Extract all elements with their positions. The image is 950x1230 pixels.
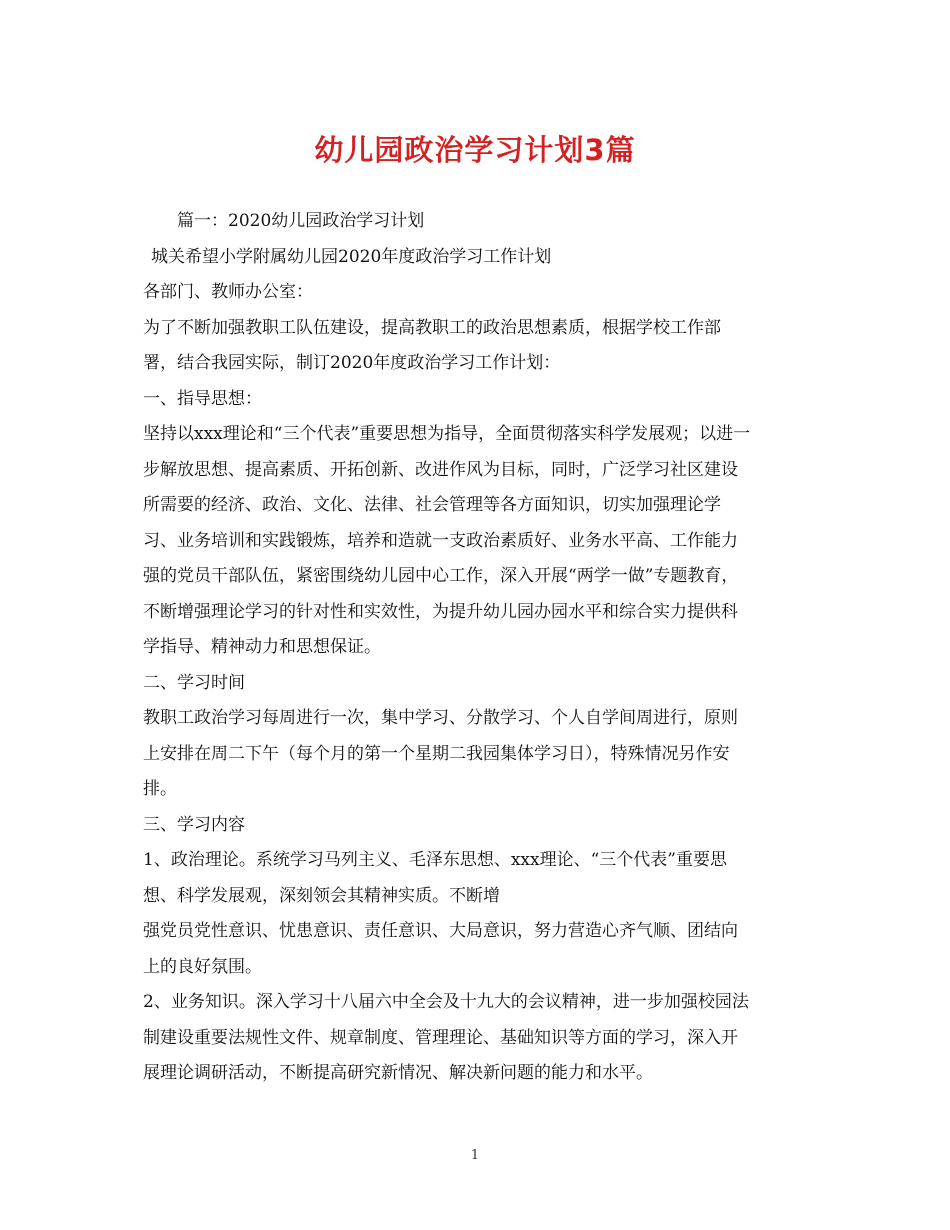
section-heading: 一、指导思想： — [143, 388, 262, 409]
paragraph-line: 1、政治理论。系统学习马列主义、毛泽东思想、xxx理论、“三个代表”重要思 — [143, 850, 727, 870]
paragraph-line: 学指导、精神动力和思想保证。 — [143, 637, 381, 657]
paragraph-line: 展理论调研活动，不断提高研究新情况、解决新问题的能力和水平。 — [143, 1063, 653, 1083]
paragraph-line: 上的良好氛围。 — [143, 956, 262, 977]
paragraph-line: 署，结合我园实际，制订2020年度政治学习工作计划： — [143, 353, 561, 373]
document-body — [143, 204, 833, 1092]
paragraph-line: 步解放思想、提高素质、开拓创新、改进作风为目标，同时，广泛学习社区建设 — [143, 459, 738, 480]
paragraph-line: 坚持以xxx理论和“三个代表”重要思想为指导，全面贯彻落实科学发展观；以进一 — [143, 424, 751, 444]
plan-subtitle: 城关希望小学附属幼儿园2020年度政治学习工作计划 — [151, 246, 552, 267]
section-heading: 三、学习内容 — [143, 814, 245, 835]
paragraph-line: 制建设重要法规性文件、规章制度、管理理论、基础知识等方面的学习，深入开 — [143, 1027, 738, 1048]
salutation: 各部门、教师办公室： — [143, 282, 313, 302]
paragraph-line: 排。 — [143, 779, 177, 799]
paragraph-line: 2、业务知识。深入学习十八届六中全会及十九大的会议精神，进一步加强校园法 — [143, 992, 749, 1012]
section-heading: 二、学习时间 — [143, 672, 245, 693]
paragraph-line: 习、业务培训和实践锻炼，培养和造就一支政治素质好、业务水平高、工作能力 — [143, 530, 738, 551]
paragraph-line: 强的党员干部队伍，紧密围绕幼儿园中心工作，深入开展“两学一做”专题教育， — [143, 566, 739, 586]
paragraph-line: 为了不断加强教职工队伍建设，提高教职工的政治思想素质，根据学校工作部 — [143, 317, 721, 338]
paragraph-line: 想、科学发展观，深刻领会其精神实质。不断增 — [143, 885, 500, 906]
paragraph-line: 强党员党性意识、忧患意识、责任意识、大局意识，努力营造心齐气顺、团结向 — [143, 921, 738, 941]
paragraph-line: 上安排在周二下午（每个月的第一个星期二我园集体学习日），特殊情况另作安 — [143, 743, 730, 764]
paragraph-line: 所需要的经济、政治、文化、法律、社会管理等各方面知识，切实加强理论学 — [143, 495, 721, 515]
page-number: 1 — [470, 1148, 480, 1163]
paragraph-line: 不断增强理论学习的针对性和实效性，为提升幼儿园办园水平和综合实力提供科 — [143, 601, 738, 622]
section-heading-part-one: 篇一：2020幼儿园政治学习计划 — [177, 211, 425, 231]
paragraph-line: 教职工政治学习每周进行一次，集中学习、分散学习、个人自学间周进行，原则 — [143, 708, 738, 728]
document-title: 幼儿园政治学习计划3篇 — [314, 133, 636, 167]
